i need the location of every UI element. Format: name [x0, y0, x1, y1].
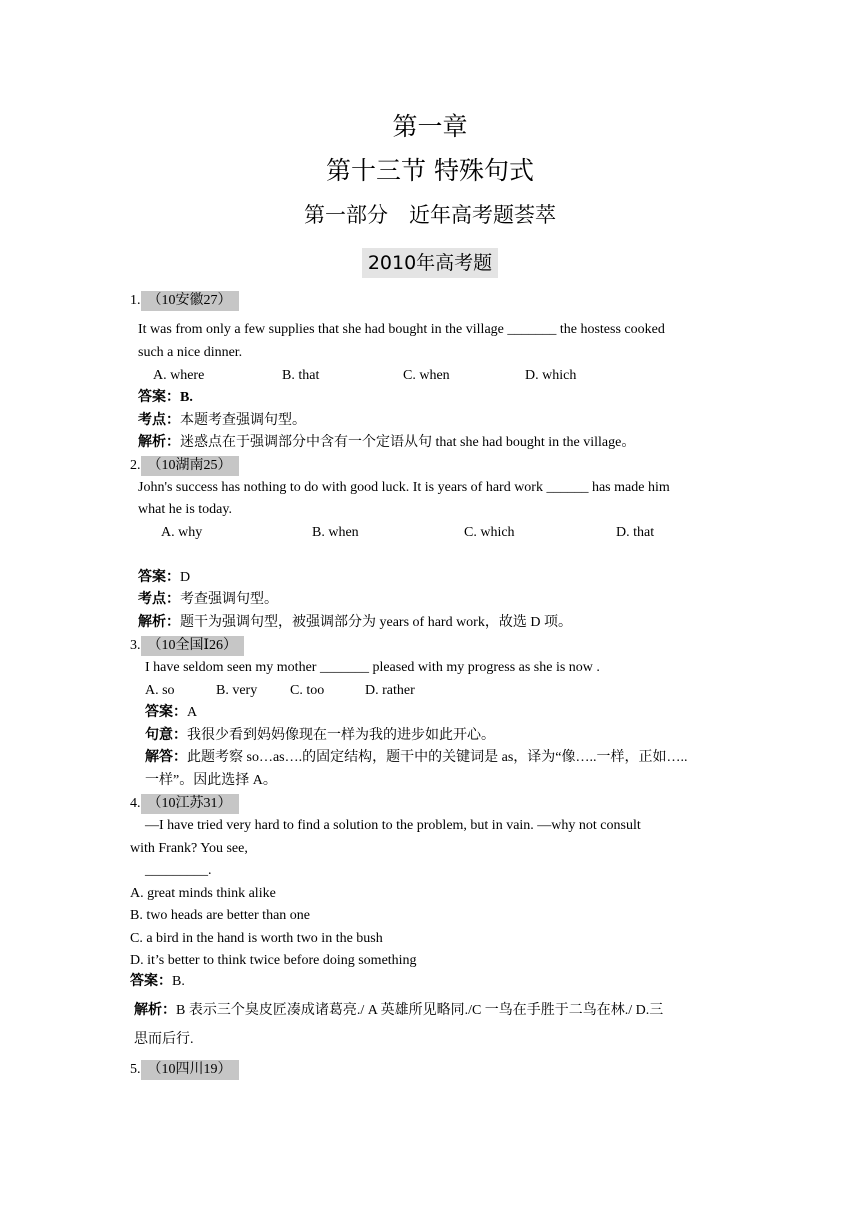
answer-line	[130, 973, 185, 991]
option-b: B. when	[312, 525, 359, 540]
answer-label: 答案：	[138, 570, 180, 585]
chapter-title: 第一章	[392, 112, 468, 141]
key-point-text: 考查强调句型。	[180, 592, 278, 607]
question-number: 4.	[130, 796, 141, 811]
answer-line	[145, 704, 197, 722]
question-stem: John's success has nothing to do with good luck. It is years of hard work ______ has made him	[138, 480, 670, 495]
question-number: 1.	[130, 293, 141, 308]
question-source-tag: （10江苏31）	[141, 794, 239, 814]
analysis-label: 解析：	[138, 435, 180, 450]
meaning-label: 句意：	[145, 728, 187, 743]
question-source-tag: （10全国Ⅰ26）	[141, 636, 245, 656]
option-c: C. when	[403, 368, 450, 383]
question-number: 2.	[130, 458, 141, 473]
question-stem: I have seldom seen my mother _______ pleased with my progress as she is now .	[145, 660, 600, 675]
key-point-line	[138, 412, 306, 430]
question-number: 3.	[130, 638, 141, 653]
question-source-tag: （10四川19）	[141, 1060, 239, 1080]
question-stem: —I have tried very hard to find a solution to the problem, but in vain. —why not consult	[145, 818, 641, 833]
analysis-text: B 表示三个臭皮匠凑成诸葛亮./ A 英雄所见略同./C 一鸟在手胜于二鸟在林./ D.三	[176, 1003, 664, 1018]
answer-line	[138, 569, 190, 587]
option-c: C. which	[464, 525, 515, 540]
answer-label: 答案：	[145, 705, 187, 720]
part-title: 第一部分 近年高考题荟萃	[304, 203, 556, 227]
question-1-header	[130, 291, 239, 311]
analysis-text: 题干为强调句型，被强调部分为 years of hard work，故选 D 项。	[180, 615, 572, 630]
question-2-header	[130, 456, 239, 476]
option-c: C. a bird in the hand is worth two in the bush	[130, 931, 383, 946]
question-source-tag: （10安徽27）	[141, 291, 239, 311]
analysis-label: 解析：	[138, 615, 180, 630]
analysis-text: 此题考察 so…as….的固定结构，题干中的关键词是 as，译为“像…..一样，正如…..	[187, 750, 688, 765]
analysis-line	[138, 434, 635, 452]
option-a: A. so	[145, 683, 175, 698]
answer-value: B.	[180, 390, 193, 405]
answer-label: 答案：	[138, 390, 180, 405]
analysis-text: 迷惑点在于强调部分中含有一个定语从句 that she had bought in the village。	[180, 435, 636, 450]
key-point-label: 考点：	[138, 413, 180, 428]
question-stem: It was from only a few supplies that she had bought in the village _______ the hostess cooked	[138, 322, 665, 337]
question-stem: such a nice dinner.	[138, 345, 243, 360]
option-a: A. great minds think alike	[130, 886, 276, 901]
analysis-label: 解析：	[134, 1003, 176, 1018]
question-number: 5.	[130, 1062, 141, 1077]
question-3-header	[130, 636, 244, 656]
answer-value: B.	[172, 974, 185, 989]
analysis-text-continued: 一样”。因此选择 A。	[145, 773, 277, 788]
question-source-tag: （10湖南25）	[141, 456, 239, 476]
year-heading: 2010年高考题	[362, 248, 498, 278]
analysis-line	[145, 749, 688, 767]
question-5-header	[130, 1060, 239, 1080]
option-d: D. that	[616, 525, 655, 540]
analysis-text-continued: 思而后行.	[134, 1032, 194, 1047]
option-d: D. which	[525, 368, 577, 383]
option-b: B. that	[282, 368, 320, 383]
answer-label: 答案：	[130, 974, 172, 989]
question-blank: _________.	[145, 863, 212, 878]
option-b: B. two heads are better than one	[130, 908, 310, 923]
meaning-text: 我很少看到妈妈像现在一样为我的进步如此开心。	[187, 728, 495, 743]
meaning-line	[145, 727, 495, 745]
answer-line	[138, 389, 193, 407]
question-stem: with Frank? You see,	[130, 841, 248, 856]
key-point-line	[138, 591, 278, 609]
question-4-header	[130, 794, 239, 814]
question-stem: what he is today.	[138, 502, 232, 517]
answer-value: D	[180, 570, 191, 585]
analysis-label: 解答：	[145, 750, 187, 765]
option-c: C. too	[290, 683, 325, 698]
option-a: A. where	[153, 368, 205, 383]
section-title: 第十三节 特殊句式	[326, 156, 534, 185]
option-a: A. why	[161, 525, 203, 540]
analysis-line	[138, 614, 572, 632]
option-d: D. rather	[365, 683, 415, 698]
option-d: D. it’s better to think twice before doing something	[130, 953, 417, 968]
answer-value: A	[187, 705, 198, 720]
key-point-label: 考点：	[138, 592, 180, 607]
key-point-text: 本题考查强调句型。	[180, 413, 306, 428]
analysis-line	[134, 1002, 663, 1020]
option-b: B. very	[216, 683, 258, 698]
